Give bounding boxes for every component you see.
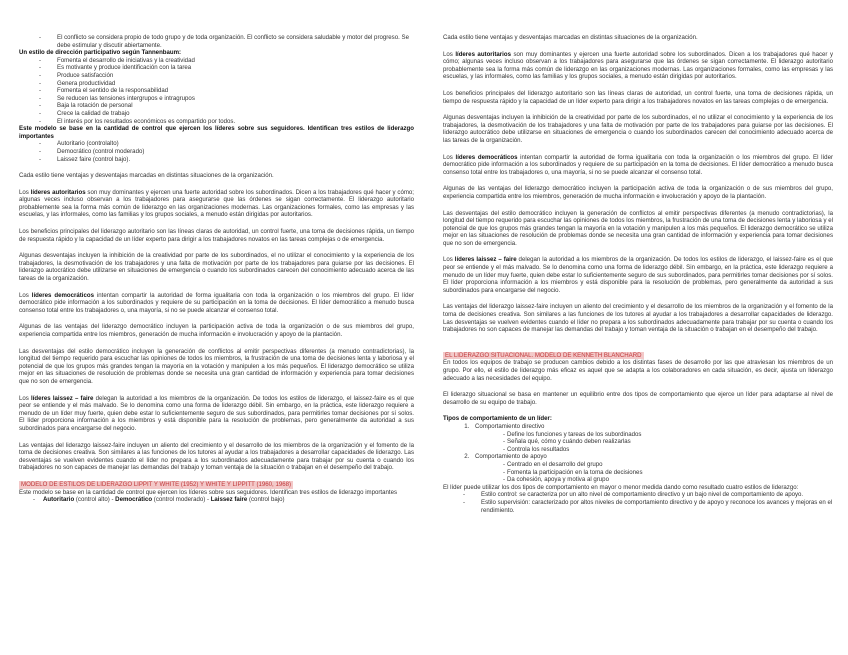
democratico-ventajas-paragraph: Algunas de las ventajas del liderazgo democrático incluyen la participación activa de toda la organización o de sus miembros del grupo, experiencia compartida entre los miembros, generación de mucha información e involucración y apoyo de la plantación.: [19, 323, 414, 338]
blanchard-paragraph: En todos los equipos de trabajo se producen cambios debido a los distintas fases de desarrollo por las que atraviesan los miembros de un grupo. Por ello, el estilo de liderazgo más eficaz es aquel que se adapta a los colaboradores en cada situación, es decir, ajusta un liderazgo adecuado a las necesidades del equipo.: [443, 359, 833, 382]
list-item: - Es motivante y produce identificación con la tarea: [39, 64, 414, 72]
list-item: - Fomenta la participación en la toma de decisiones: [503, 469, 833, 477]
lippit-paragraph: Este modelo se base en la cantidad de control que ejercen los líderes sobre sus seguidores. Identifican tres estilos de liderazgo importantes: [19, 488, 398, 496]
desventajas-paragraph: Algunas desventajas incluyen la inhibición de la creatividad por parte de los subordinados, el no utilizar el conocimiento y la experiencia de los trabajadores, la desmotivación de los trabajadores y una falta de motivación por parte de los trabajadores para guiarse por las decisiones. El liderazgo autocrático debe utilizarse en situaciones de emergencia o cuando los subordinados carecen del conocimiento adecuado acerca de las tareas de la organización.: [443, 114, 833, 144]
style-note: (control moderado) -: [152, 496, 211, 504]
term-bold: líderes laissez – faire: [454, 256, 517, 264]
laissez-faire-ventajas-paragraph: Las ventajas del liderazgo laissez-faire incluyen un aliento del crecimiento y el desarrollo de los miembros de la organización y el fomento de la toma de decisiones creativa. Son similares a las funciones de los tutores al ayudar a los trabajadores a desarrollar capacidades de liderazgo. Las desventajas se vuelven evidentes cuando el líder no prepara a los subordinados adecuadamente para trabajar por su cuenta o cuando los trabajadores no son capaces de manejar las demandas del trabajo y toman ventaja de la situación o trabajan en el desempeño del trabajo.: [19, 441, 414, 472]
list-item: - Laissez faire (control bajo).: [39, 156, 414, 164]
style-autoritario: Autoritario: [43, 496, 75, 504]
term-bold: líderes democráticos: [31, 291, 94, 299]
lippit-heading-row: [19, 481, 414, 489]
list-item: - Crece la calidad de trabajo: [39, 110, 414, 118]
directivo-list: [475, 431, 833, 454]
list-item: - Señala qué, cómo y cuándo deben realizarlas: [503, 438, 833, 446]
tipo-directivo: [471, 423, 833, 453]
list-item: - Democrático (control moderado): [39, 148, 414, 156]
laissez-faire-ventajas-paragraph: Las ventajas del liderazgo laissez-faire incluyen un aliento del crecimiento y el desarrollo de los miembros de la organización y el fomento de la toma de decisiones creativa. Son similares a las funciones de los tutores al ayudar a los trabajadores a desarrollar capacidades de liderazgo. Las desventajas se vuelven evidentes cuando el líder no prepara a los subordinados adecuadamente para trabajar por su cuenta o cuando los trabajadores no son capaces de manejar las demandas del trabajo y toman ventaja de la situación o trabajan en el desempeño del trabajo.: [443, 303, 833, 334]
paragraph-text: delegan la autoridad a los miembros de la organización. De todos los estilos de liderazgo, el laissez-faire es el que peor se entiende y el más malvado. Se lo denomina como una forma de liderazgo débil. Sin embargo, en la práctica, este liderazgo requiere a menudo de un líder muy fuerte, quien debe estar lo suficientemente seguro de sus subordinados, para permitirles tomar decisiones por sí solos. El líder proporciona información a los miembros y está disponible para la resolución de problemas, pero generalmente da autoridad a sus subordinados para encargarse del negocio.: [443, 256, 833, 294]
paragraph-text: son muy dominantes y ejercen una fuerte autoridad sobre los subordinados. Dicen a los trabajadores qué hacer y cómo; algunas veces incluso observan a los trabajadores para asegurarse que las órdenes se sigan correctamente. El liderazgo autoritario probablemente sea la forma más común de liderazgo en las organizaciones modernas. Las organizaciones formales, como las empresas y las escuelas, y las informales, como las familias y los grupos sociales, a menudo están dirigidas por autoritarios.: [443, 50, 833, 81]
term-bold: líderes autoritarios: [30, 188, 86, 196]
intro-paragraph: Cada estilo tiene ventajas y desventajas marcadas en distintas situaciones de la organización.: [19, 172, 274, 180]
paragraph-text: delegan la autoridad a los miembros de la organización. De todos los estilos de liderazgo, el laissez-faire es el que peor se entiende y el más malvado. Se lo denomina como una forma de liderazgo débil. Sin embargo, en la práctica, este liderazgo requiere a menudo de un líder muy fuerte, quien debe estar lo suficientemente seguro de sus subordinados, para permitirles tomar decisiones por sí solos. El líder proporciona información a los miembros y está disponible para la resolución de problemas, pero generalmente da autoridad a sus subordinados para encargarse del negocio.: [19, 394, 414, 432]
style-democratico: Democrático: [115, 496, 153, 504]
list-item: - Estilo supervisión: caracterizado por altos niveles de comportamiento directivo y de apoyo y reconoce los avances y mejoras en el rendimiento.: [463, 499, 833, 514]
paragraph-text: intentan compartir la autoridad de forma igualitaria con toda la organización o los miembros del grupo. El líder democrático pide información a los subordinados y requiere de su participación en la toma de decisiones. El líder democrático a menudo busca consenso total entre los trabajadores o, una mayoría, si no se puede alcanzar el consenso total.: [19, 291, 414, 314]
control-list: [19, 140, 414, 163]
tannenbaum-title: Un estilo de dirección participativo según Tannenbaum:: [19, 49, 182, 57]
tipos-list: [443, 423, 833, 484]
term-bold: líderes laissez – faire: [31, 394, 94, 402]
democratico-desventajas-paragraph: Las desventajas del estilo democrático incluyen la generación de conflictos al emitir perspectivas diferentes (a menudo contradictorias), la longitud del tiempo requerido para escuchar las opiniones de todos los miembros, la frustración de una toma de decisiones lenta y laboriosa y el potencial de que los grupos más grandes tengan la mayoría en la votación y manipulen a los más pequeños. El liderazgo democrático se utiliza mejor en las situaciones de resolución de problemas donde se necesita una gran cantidad de información y experiencia para tomar decisiones que no son de emergencia.: [443, 209, 833, 247]
paragraph-text: intentan compartir la autoridad de forma igualitaria con toda la organización o los miembros del grupo. El líder democrático pide información a los subordinados y requiere de su participación en la toma de decisiones. El líder democrático a menudo busca consenso total entre los trabajadores o, una mayoría, si no se puede alcanzar el consenso total.: [443, 153, 833, 176]
paragraph-text: Los: [19, 394, 31, 402]
estilos-list: [443, 491, 833, 514]
tipos-title: Tipos de comportamiento de un líder:: [443, 415, 552, 423]
intro-paragraph: Cada estilo tiene ventajas y desventajas marcadas en distintas situaciones de la organización.: [443, 34, 698, 41]
democratico-desventajas-paragraph: Las desventajas del estilo democrático incluyen la generación de conflictos al emitir perspectivas diferentes (a menudo contradictorias), la longitud del tiempo requerido para escuchar las opiniones de todos los miembros, la frustración de una toma de decisiones lenta y laboriosa y el potencial de que los grupos más grandes tengan la mayoría en la votación y manipulen a los más pequeños. El liderazgo democrático se utiliza mejor en las situaciones de resolución de problemas donde se necesita una gran cantidad de información y experiencia para tomar decisiones que no son de emergencia.: [19, 347, 414, 385]
tipos-paragraph: El líder puede utilizar los dos tipos de comportamiento en mayor o menor medida dando como resultado cuatro estilos de liderazgo:: [443, 483, 799, 491]
apoyo-list: [475, 461, 833, 484]
laissez-faire-paragraph: [443, 256, 833, 294]
desventajas-paragraph: Algunas desventajas incluyen la inhibición de la creatividad por parte de los subordinados, el no utilizar el conocimiento y la experiencia de los trabajadores, la desmotivación de los trabajadores y una falta de motivación por parte de los trabajadores para guiarse por las decisiones. El liderazgo autocrático debe utilizarse en situaciones de emergencia o cuando los subordinados carecen del conocimiento adecuado acerca de las tareas de la organización.: [19, 252, 414, 283]
autoritarios-paragraph: [443, 51, 833, 81]
style-laissez-faire: Laissez faire: [210, 496, 248, 504]
right-column: [443, 34, 833, 514]
democratico-ventajas-paragraph: Algunas de las ventajas del liderazgo democrático incluyen la participación activa de toda la organización o de sus miembros del grupo, experiencia compartida entre los miembros, generación de mucha información e involucración y apoyo de la plantación.: [443, 185, 833, 200]
autoritarios-paragraph: [19, 189, 414, 219]
list-item: - Controla los resultados: [503, 446, 833, 454]
democraticos-paragraph: [443, 154, 833, 177]
paragraph-text: Los: [19, 291, 32, 299]
style-note: (control alto) -: [74, 496, 116, 504]
tannenbaum-list: [19, 57, 414, 125]
paragraph-text: Los: [443, 153, 456, 161]
tipo-apoyo: [471, 453, 833, 483]
term-bold: líderes democráticos: [455, 153, 518, 161]
blanchard-heading: EL LIDERAZGO SITUACIONAL. MODELO DE KENNETH BLANCHARD: [445, 351, 642, 359]
paragraph-text: Los: [19, 188, 31, 196]
list-item: - Da cohesión, apoya y motiva al grupo: [503, 476, 833, 484]
style-note: (control bajo): [247, 496, 285, 504]
list-item: - Centrado en el desarrollo del grupo: [503, 461, 833, 469]
lippit-styles-list: [19, 496, 414, 504]
control-title: Este modelo se base en la cantidad de control que ejercen los líderes sobre sus seguidores. Identifican tres estilos de liderazgo importantes: [19, 125, 414, 140]
dash-marker: -: [33, 496, 36, 504]
blanchard-paragraph-2: El liderazgo situacional se basa en mantener un equilibrio entre dos tipos de comportamiento que ejerce un líder para adaptarse al nivel de desarrollo de su equipo de trabajo.: [443, 391, 833, 406]
list-item: - Define los funciones y tareas de los subordinados: [503, 431, 833, 439]
list-item: - Autoritario (controlalto): [39, 140, 414, 148]
list-item: - Genera productividad: [39, 80, 414, 88]
tipo-label: Comportamiento de apoyo: [475, 453, 547, 461]
paragraph-text: Los: [443, 50, 456, 58]
beneficios-paragraph: Los beneficios principales del liderazgo autoritario son las líneas claras de autoridad, un control fuerte, una toma de decisiones rápida, un tiempo de respuesta rápido y la capacidad de un líder experto para dirigir a los trabajadores novatos en las tareas complejas o de emergencia.: [19, 228, 414, 243]
democraticos-paragraph: [19, 292, 414, 315]
term-bold: líderes autoritarios: [455, 50, 511, 58]
tipo-label: Comportamiento directivo: [475, 422, 545, 430]
list-item: - Produce satisfacción: [39, 72, 414, 80]
conflict-bullet-list: [19, 34, 414, 49]
list-item: - El interés por los resultados económicos es compartido por todos.: [39, 118, 414, 126]
list-item: - Fomenta el desarrollo de iniciativas y la creatividad: [39, 57, 414, 65]
list-item: - Se reducen las tensiones intergrupos e intragrupos: [39, 95, 414, 103]
paragraph-text: son muy dominantes y ejercen una fuerte autoridad sobre los subordinados. Dicen a los trabajadores qué hacer y cómo; algunas veces incluso observan a los trabajadores para asegurarse que las órdenes se sigan correctamente. El liderazgo autoritario probablemente sea la forma más común de liderazgo en las organizaciones modernas. Las organizaciones formales, como las empresas y las escuelas, y las informales, como las familias y los grupos sociales, a menudo están dirigidas por autoritarios.: [19, 188, 414, 219]
list-item: - Fomenta el sentido de la responsabilidad: [39, 87, 414, 95]
blanchard-heading-row: [443, 352, 833, 360]
lippit-heading: MODELO DE ESTILOS DE LIDERAZGO LIPPIT Y WHITE (1952) Y WHITE Y LIPPITT (1960, 1968): [21, 480, 292, 488]
laissez-faire-paragraph: [19, 395, 414, 433]
list-item: - Estilo control: se caracteriza por un alto nivel de comportamiento directivo y un bajo nivel de comportamiento de apoyo.: [463, 491, 833, 499]
left-column: [19, 34, 414, 504]
list-item: - El conflicto se considera propio de todo grupo y de toda organización. El conflicto se considera saludable y motor del progreso. Se debe estimular y discutir abiertamente.: [39, 34, 414, 49]
paragraph-text: Los: [443, 256, 455, 264]
beneficios-paragraph: Los beneficios principales del liderazgo autoritario son las líneas claras de autoridad, un control fuerte, una toma de decisiones rápida, un tiempo de respuesta rápido y la capacidad de un líder experto para dirigir a los trabajadores novatos en las tareas complejas o de emergencia.: [443, 89, 833, 105]
list-item: - Baja la rotación de personal: [39, 102, 414, 110]
